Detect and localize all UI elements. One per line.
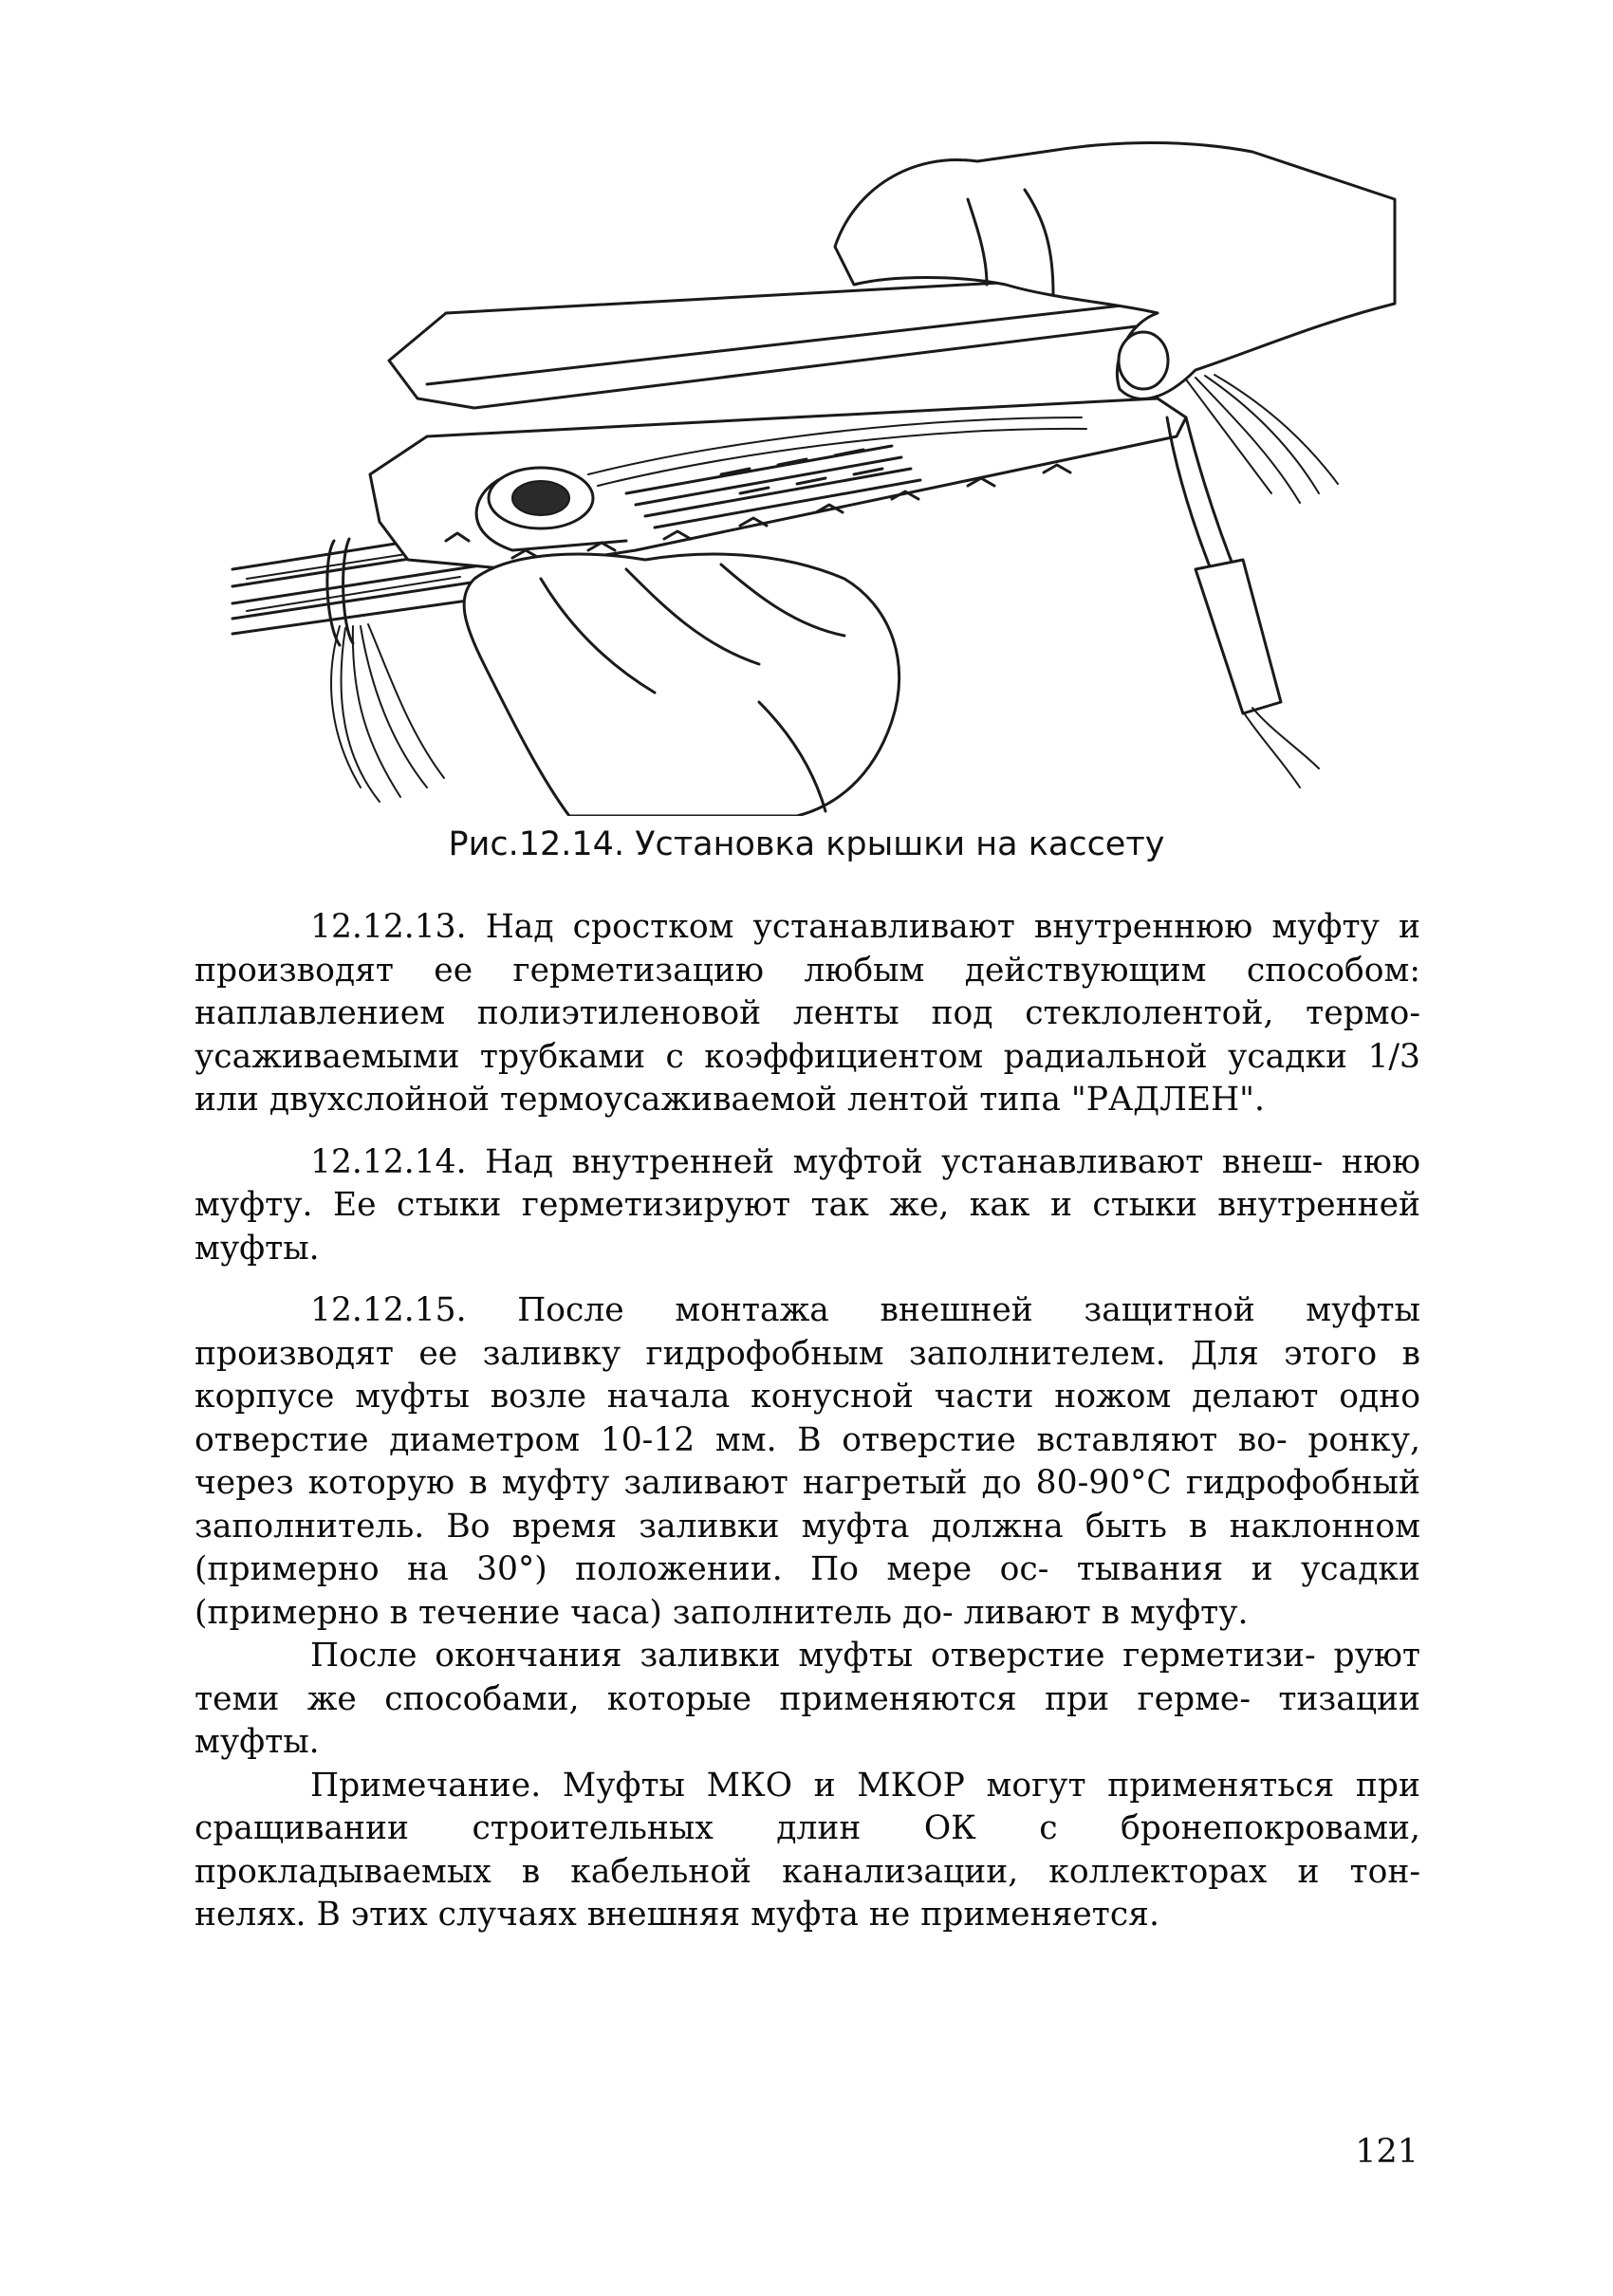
body-text (195, 906, 1420, 1937)
figure-illustration (228, 133, 1404, 816)
paragraph-note: Примечание. Муфты МКО и МКОР могут применяться при сращивании строительных длин ОК с бронепокровами, прокладываемых в кабельной канализации, коллекторах и тон- нелях. В этих случаях внешняя муфта не применяется. (195, 1766, 1420, 1934)
paragraph-after-filling: После окончания заливки муфты отверстие герметизи- руют теми же способами, которые применяются при герме- тизации муфты. (195, 1637, 1420, 1761)
cassette-cover-installation-drawing-icon (228, 133, 1404, 816)
paragraph-12-12-13: 12.12.13. Над сростком устанавливают внутреннюю муфту и производят ее герметизацию любым действующим способом: наплавлением полиэтиленовой ленты под стеклолентой, термо- усаживаемыми трубками с коэффициентом радиальной усадки 1/3 или двухслойной термоусаживаемой лентой типа "РАДЛЕН". (195, 908, 1420, 1119)
figure-caption: Рис.12.14. Установка крышки на кассету (448, 825, 1165, 863)
page-number: 121 (1355, 2133, 1418, 2171)
paragraph-12-12-14: 12.12.14. Над внутренней муфтой устанавливают внеш- нюю муфту. Ее стыки герметизируют так же, как и стыки внутренней муфты. (195, 1142, 1420, 1268)
paragraph-12-12-15: 12.12.15. После монтажа внешней защитной муфты производят ее заливку гидрофобным заполнителем. Для этого в корпусе муфты возле начала конусной части ножом делают одно отверстие диаметром 10-12 мм. В отверстие вставляют во- ронку, через которую в муфту заливают нагретый до 80-90°С гидрофобный заполнитель. Во время заливки муфта должна быть в наклонном (примерно на 30°) положении. По мере ос- тывания и усадки (примерно в течение часа) заполнитель до- ливают в муфту. (195, 1291, 1420, 1632)
